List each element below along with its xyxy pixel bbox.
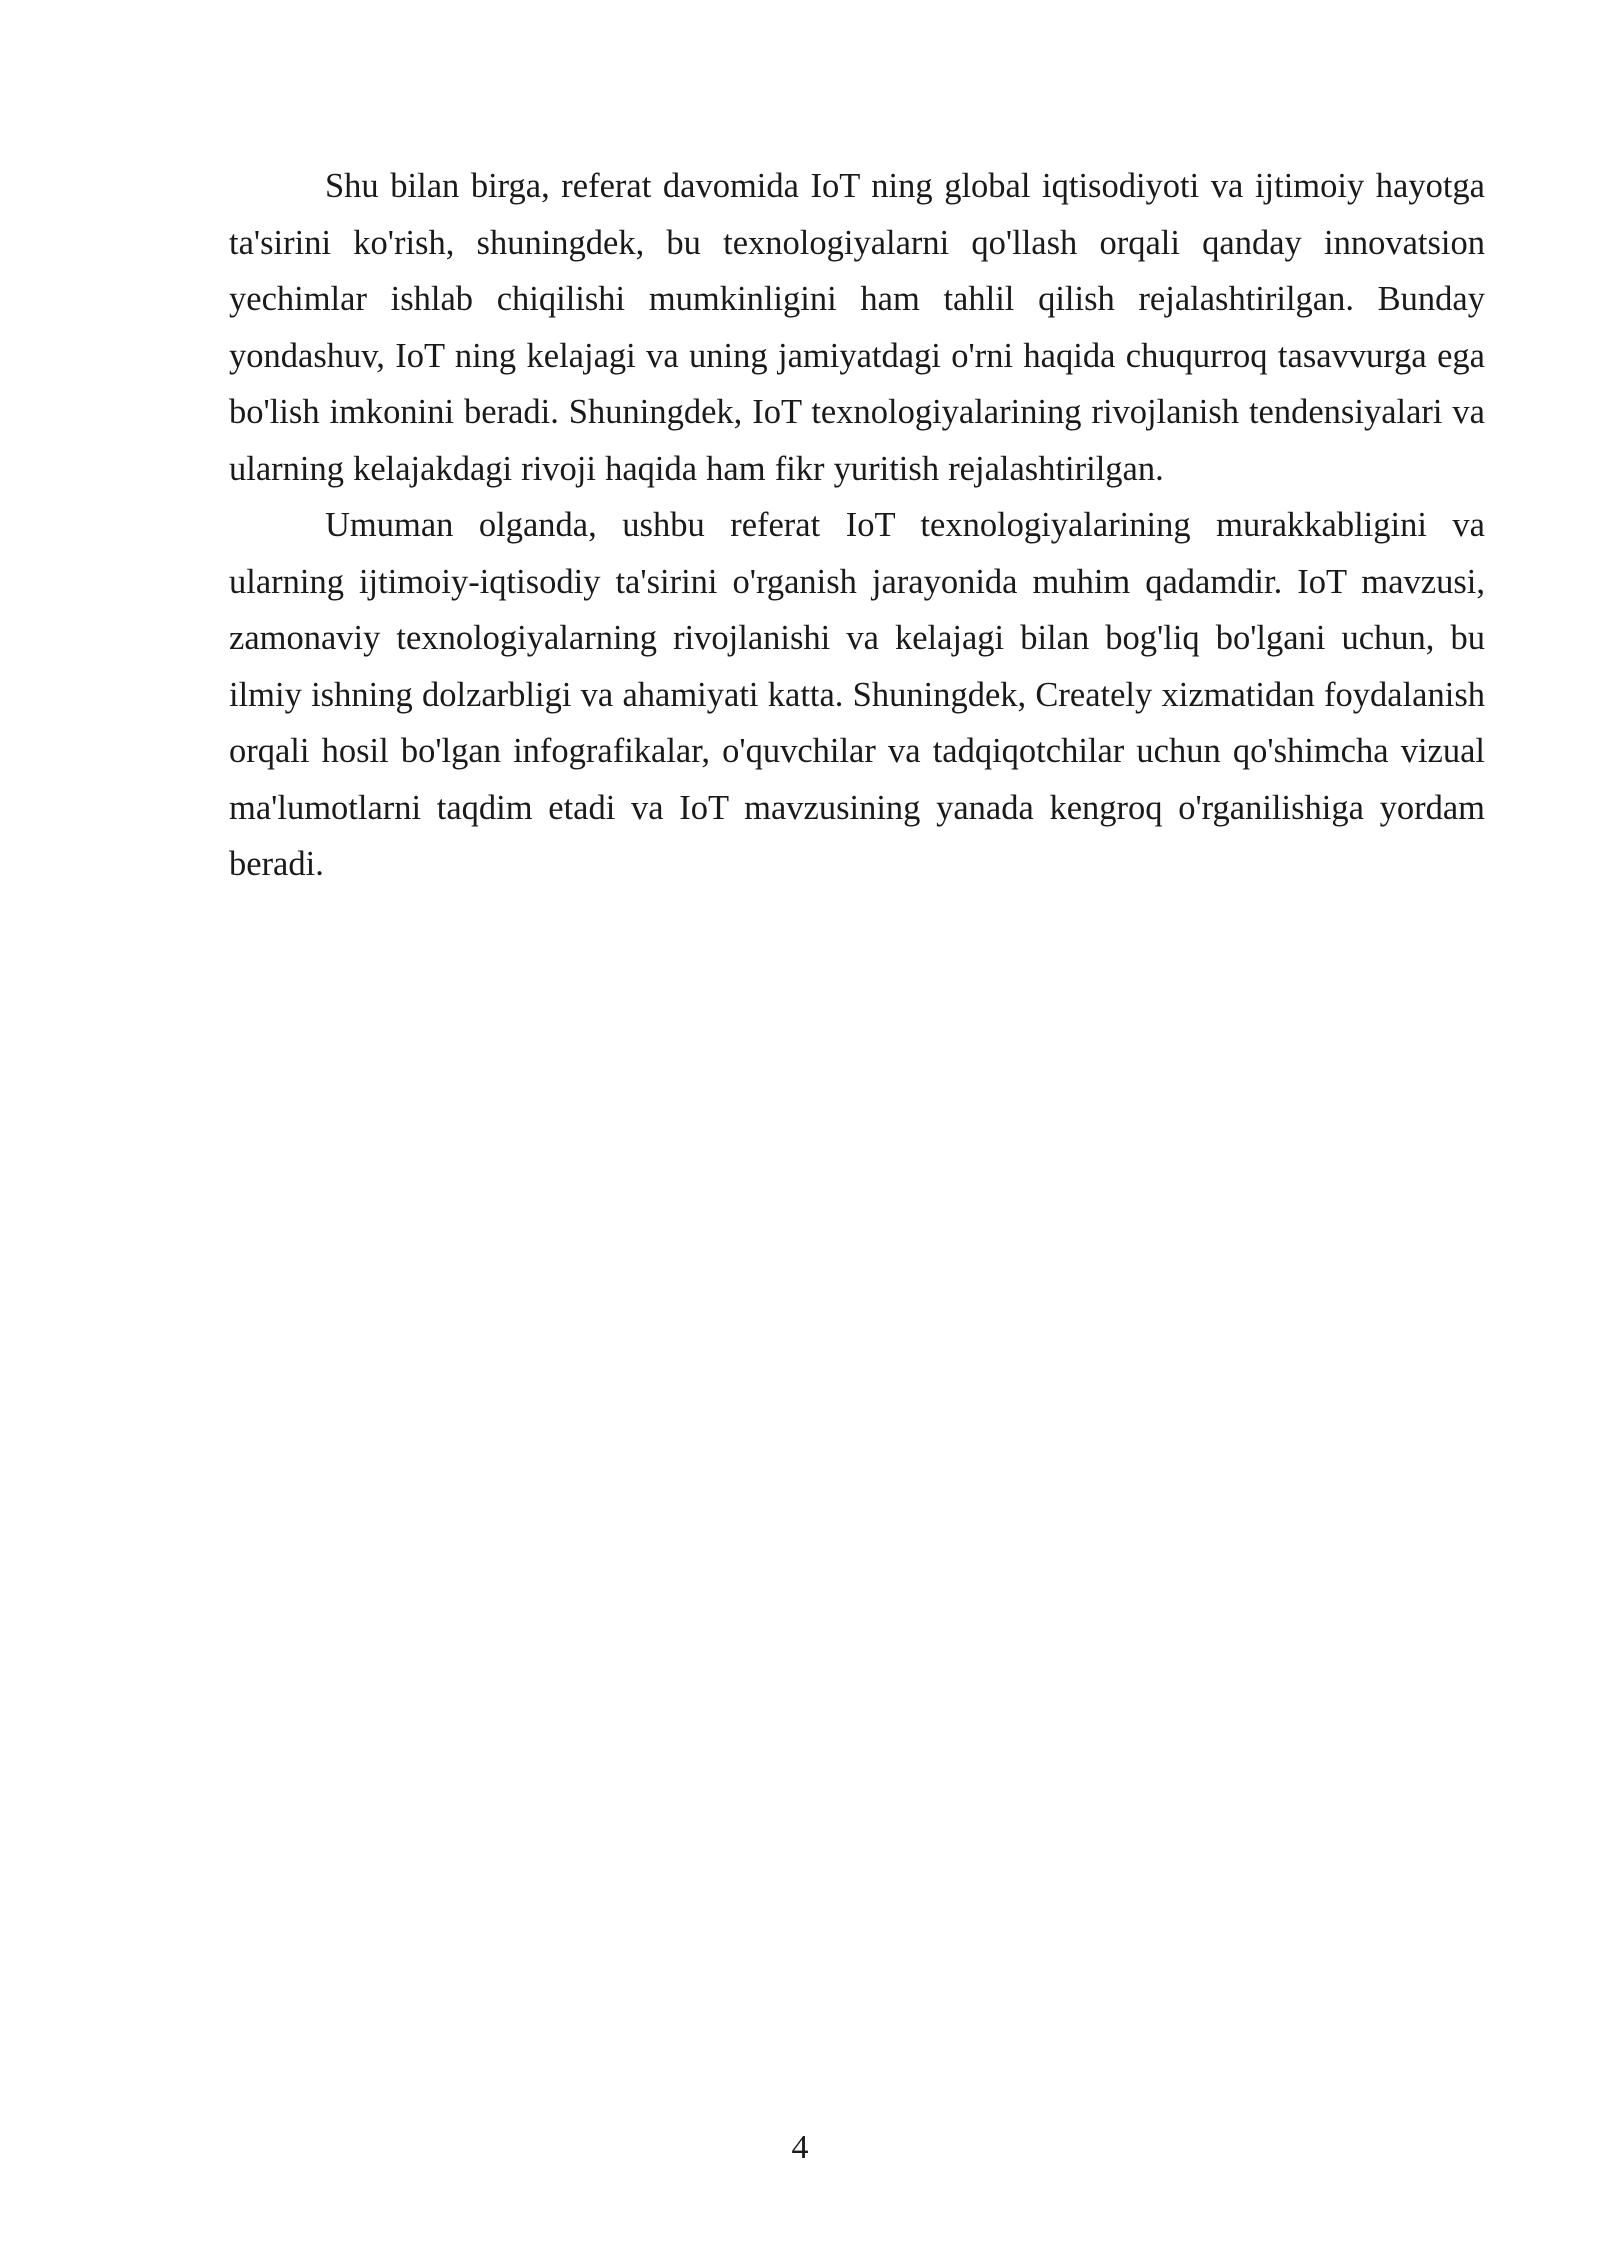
page-number: 4 xyxy=(791,2129,809,2166)
paragraph: Umuman olganda, ushbu referat IoT texnologiyalarining murakkabligini va ularning ijtimoiy-iqtisodiy ta'sirini o'rganish jarayonida muhim qadamdir. IoT mavzusi, zamonaviy texnologiyalarning rivojlanishi va kelajagi bilan bog'liq bo'lgani uchun, bu ilmiy ishning dolzarbligi va ahamiyati katta. Shuningdek, Creately xizmatidan foydalanish orqali hosil bo'lgan infografikalar, o'quvchilar va tadqiqotchilar uchun qo'shimcha vizual ma'lumotlarni taqdim etadi va IoT mavzusining yanada kengroq o'rganilishiga yordam beradi. xyxy=(229,506,1485,883)
body-text xyxy=(229,158,1485,893)
paragraph: Shu bilan birga, referat davomida IoT ning global iqtisodiyoti va ijtimoiy hayotga ta'sirini ko'rish, shuningdek, bu texnologiyalarni qo'llash orqali qanday innovatsion yechimlar ishlab chiqilishi mumkinligini ham tahlil qilish rejalashtirilgan. Bunday yondashuv, IoT ning kelajagi va uning jamiyatdagi o'rni haqida chuqurroq tasavvurga ega bo'lish imkonini beradi. Shuningdek, IoT texnologiyalarining rivojlanish tendensiyalari va ularning kelajakdagi rivoji haqida ham fikr yuritish rejalashtirilgan. xyxy=(229,167,1485,488)
